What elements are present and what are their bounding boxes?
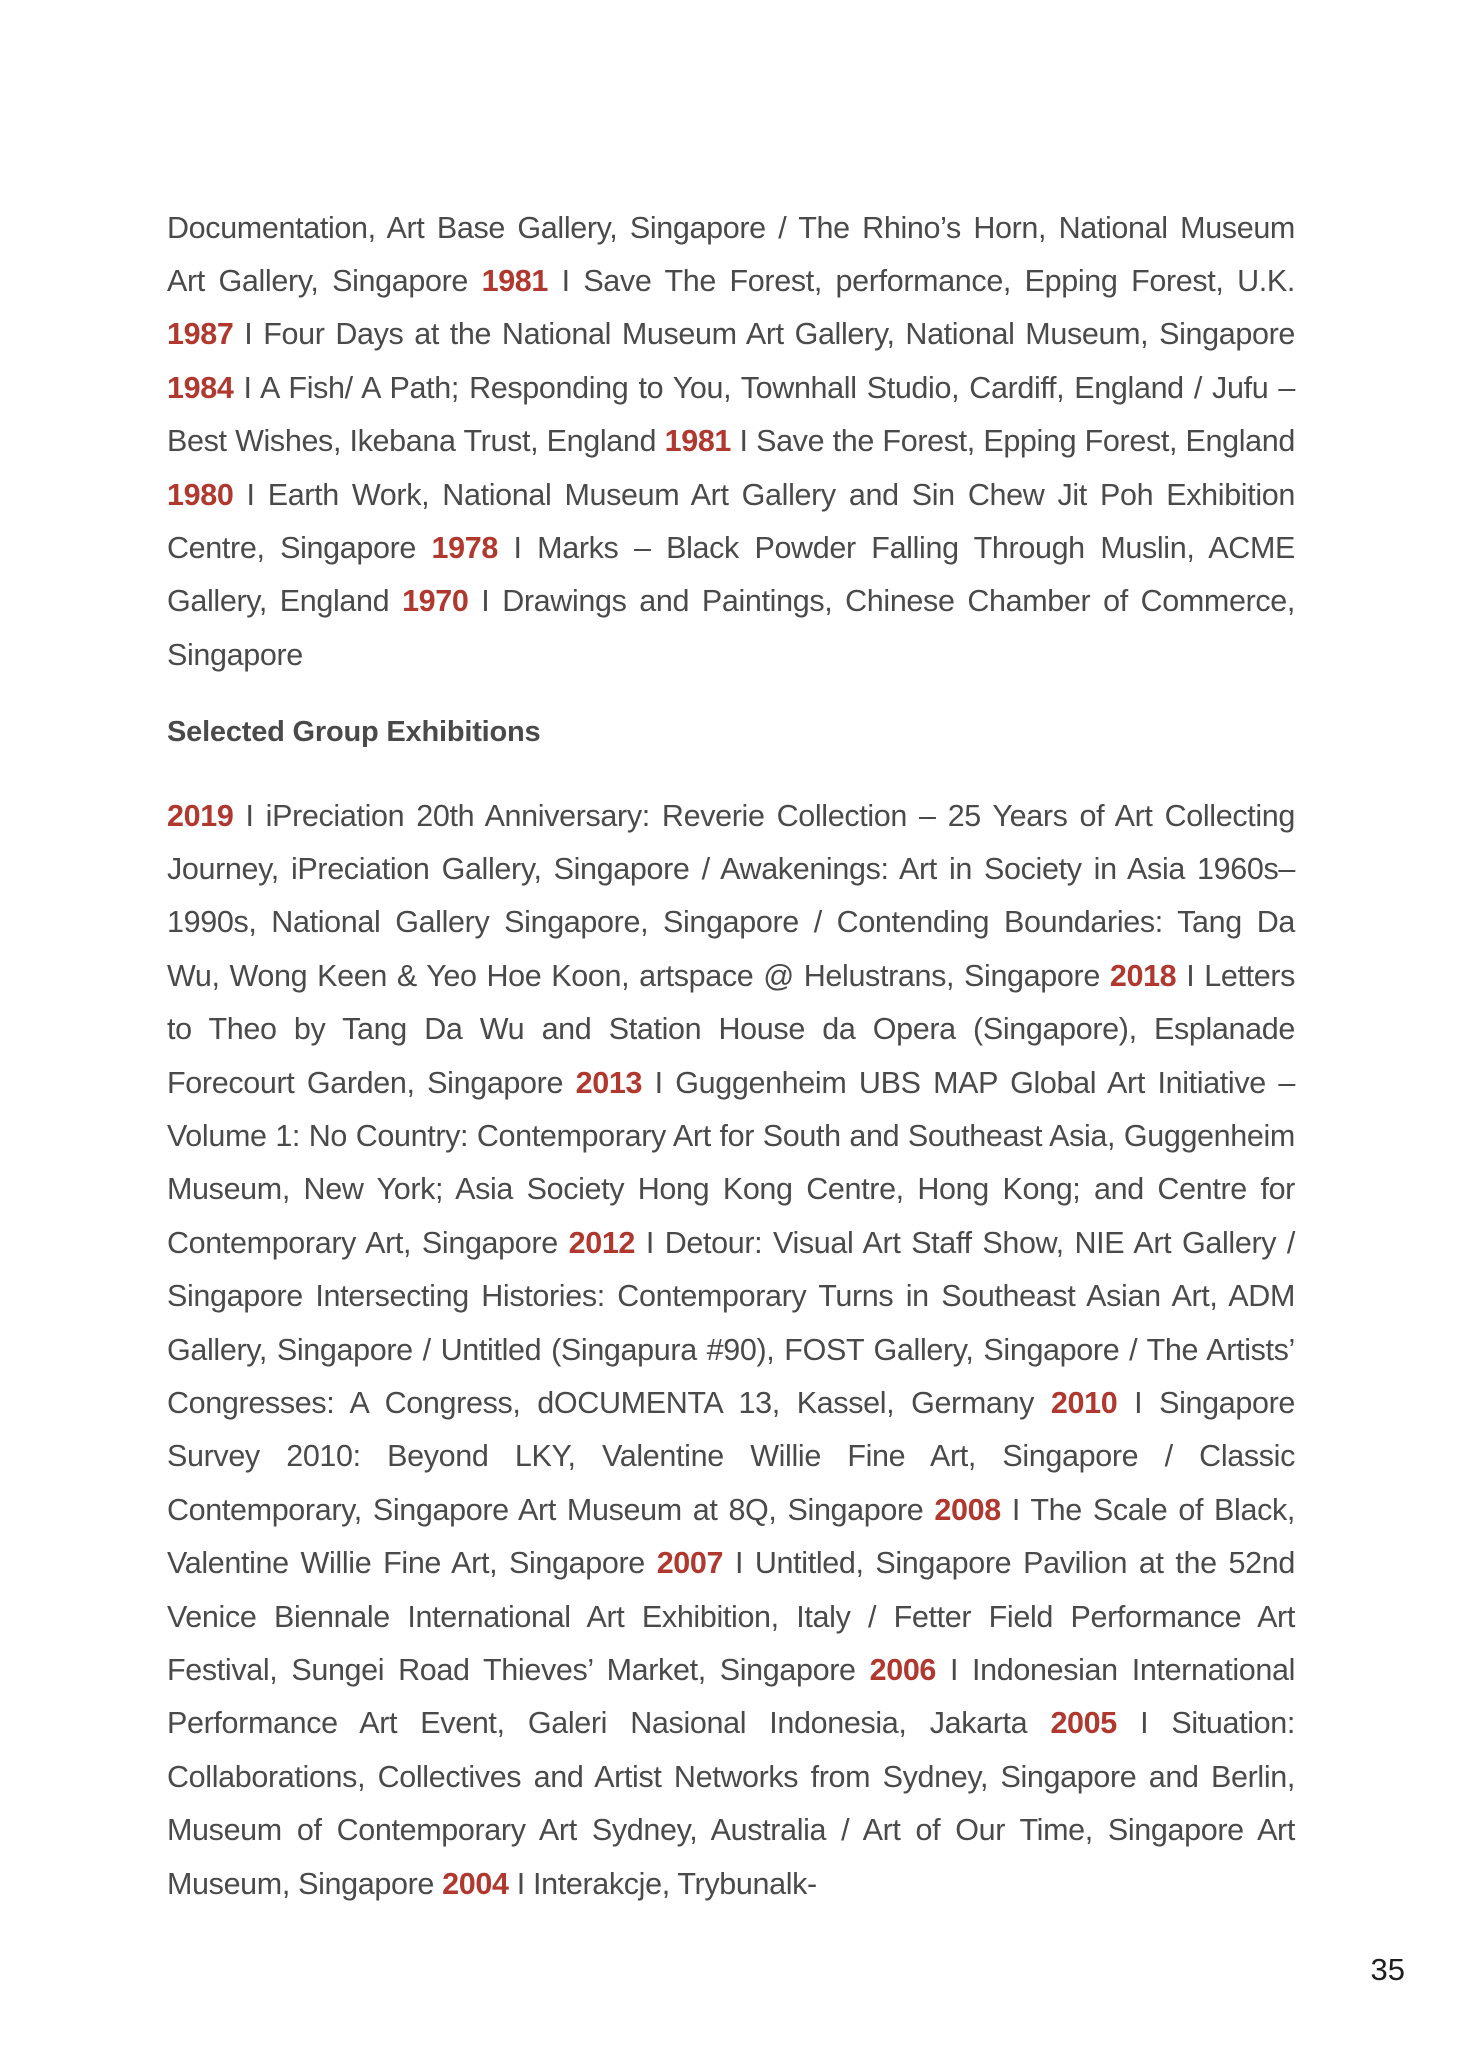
exhibition-entry: A Fish/ A Path; Responding to You, Townhall Studio, Cardiff, England / Jufu – Best Wishes, Ikebana Trust, England [167,370,1295,459]
year-marker: 1987 [167,317,234,352]
solo-lead-in: Documentation, Art Base Gallery, Singapore / The Rhino’s Horn, National Museum Art Gallery, Singapore [167,210,1295,298]
exhibition-entry: Situation: Collaborations, Collectives and Artist Networks from Sydney, Singapore and Berlin, Museum of Contemporary Art Sydney, Australia / Art of Our Time, Singapore Art Museum, Singapore [167,1706,1296,1901]
year-marker: 2006 [869,1653,937,1687]
year-marker: 2010 [1050,1385,1118,1420]
exhibition-entry: iPreciation 20th Anniversary: Reverie Collection – 25 Years of Art Collecting Journey, iPreciation Gallery, Singapore / Awakenings: Art in Society in Asia 1960s–1990s, National Gallery Singapore, Singapore / Contending Boundaries: Tang Da Wu, Wong Keen & Yeo Hoe Koon, artspace @ Helustrans, Singapore [167,798,1296,993]
separator: I [513,530,522,565]
separator: I [645,1225,654,1260]
exhibition-entry: Save the Forest, Epping Forest, England [756,424,1296,459]
separator: I [246,477,255,512]
exhibition-entry: Four Days at the National Museum Art Gallery, National Museum, Singapore [263,317,1295,352]
exhibition-entry: Indonesian International Performance Art Event, Galeri Nasional Indonesia, Jakarta [167,1653,1296,1741]
year-marker: 1978 [431,530,498,565]
year-marker: 2005 [1050,1706,1117,1741]
separator: I [734,1546,744,1581]
group-exhibitions-paragraph [167,790,1295,1912]
year-marker: 2008 [934,1492,1001,1527]
separator: I [481,584,490,619]
separator: I [244,317,253,352]
year-marker: 1981 [664,424,732,459]
separator: I [243,370,252,405]
separator: I [1186,958,1195,993]
exhibition-entry: Letters to Theo by Tang Da Wu and Station House da Opera (Singapore), Esplanade Forecourt Garden, Singapore [167,958,1296,1100]
year-marker: 2013 [575,1065,643,1100]
exhibition-entry: Detour: Visual Art Staff Show, NIE Art Gallery / Singapore Intersecting Histories: Contemporary Turns in Southeast Asian Art, ADM Gallery, Singapore / Untitled (Singapura #90), FOST Gallery, Singapore / The Artists’ Congresses: A Congress, dOCUMENTA 13, Kassel, Germany [167,1225,1296,1420]
separator: I [654,1065,663,1100]
separator: I [1134,1385,1143,1420]
year-marker: 1970 [402,584,469,619]
exhibition-entry: Singapore Survey 2010: Beyond LKY, Valentine Willie Fine Art, Singapore / Classic Contemporary, Singapore Art Museum at 8Q, Singapore [167,1385,1296,1527]
exhibition-entry: Save The Forest, performance, Epping Forest, U.K. [583,263,1296,298]
exhibition-entry: Earth Work, National Museum Art Gallery and Sin Chew Jit Poh Exhibition Centre, Singapore [167,477,1296,565]
year-marker: 2007 [656,1546,724,1581]
separator: I [1011,1492,1020,1527]
separator: I [1140,1706,1149,1741]
year-marker: 1980 [167,477,234,512]
year-marker: 2012 [568,1225,636,1260]
separator: I [245,798,254,833]
year-marker: 2004 [442,1866,509,1901]
exhibition-entry: Guggenheim UBS MAP Global Art Initiative – Volume 1: No Country: Contemporary Art for South and Southeast Asia, Guggenheim Museum, New York; Asia Society Hong Kong Centre, Hong Kong; and Centre for Contemporary Art, Singapore [167,1065,1296,1260]
page-number: 35 [1370,1952,1405,1987]
year-marker: 1981 [481,263,549,298]
exhibition-entry: The Scale of Black, Valentine Willie Fine Art, Singapore [167,1492,1296,1581]
separator: I [516,1866,525,1901]
year-marker: 2018 [1109,958,1177,993]
exhibition-entry: Drawings and Paintings, Chinese Chamber of Commerce, Singapore [167,584,1296,672]
separator: I [949,1653,959,1687]
exhibition-entry: Interakcje, Trybunalk- [532,1866,817,1901]
section-heading: Selected Group Exhibitions [167,716,541,748]
exhibition-entry: Marks – Black Powder Falling Through Muslin, ACME Gallery, England [167,530,1296,619]
exhibition-entry: Untitled, Singapore Pavilion at the 52nd Venice Biennale International Art Exhibition, Italy / Fetter Field Performance Art Festival, Sungei Road Thieves’ Market, Singapore [167,1546,1296,1687]
separator: I [739,424,748,459]
solo-exhibitions-paragraph [167,202,1295,683]
year-marker: 1984 [167,370,234,405]
year-marker: 2019 [167,798,234,833]
separator: I [561,263,570,298]
